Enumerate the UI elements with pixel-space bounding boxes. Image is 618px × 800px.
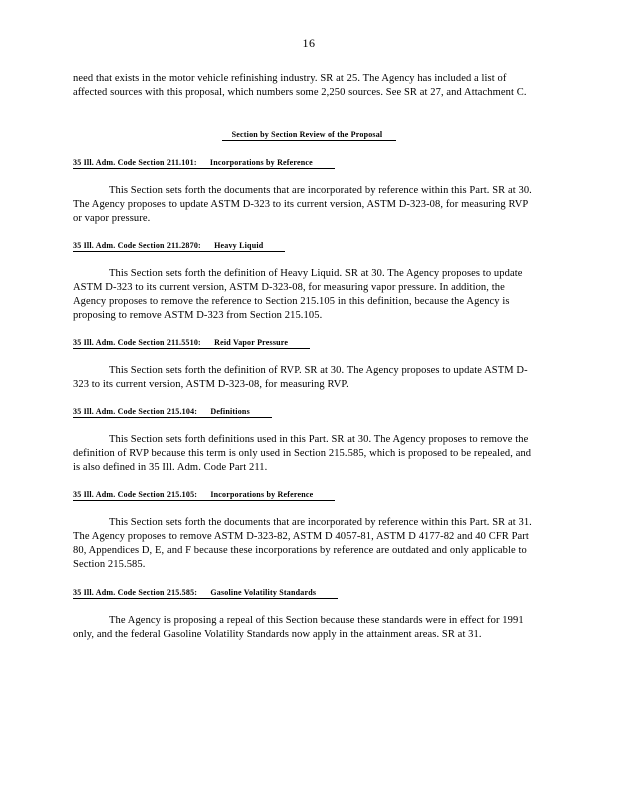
section-body-215-585 [73,614,533,642]
section-paragraph: This Section sets forth the definition of RVP. SR at 30. The Agency proposes to update ASTM D-323 to its current version, ASTM D-323-08, for measuring RVP. [73,365,528,390]
section-paragraph: This Section sets forth the documents that are incorporated by reference within this Part. SR at 31. The Agency proposes to remove ASTM D-323-82, ASTM D 4057-81, ASTM D 4177-82 and 40 CFR Part 80, Appendices D, E, and F because these incorporations by reference are outdated and only applicable to Section 215.585. [73,517,532,570]
section-heading-211-101 [73,158,335,169]
section-title: Gasoline Volatility Standards [210,588,338,599]
intro-paragraph: need that exists in the motor vehicle refinishing industry. SR at 25. The Agency has included a list of affected sources with this proposal, which numbers some 2,250 sources. See SR at 27, and Attachment C. [73,73,527,98]
page-number: 16 [302,36,316,50]
section-heading-215-585 [73,588,338,599]
section-heading-211-5510 [73,338,310,349]
section-body-211-101 [73,184,533,226]
section-body-215-105 [73,516,533,572]
section-citation: 35 Ill. Adm. Code Section 211.5510: [73,338,201,347]
section-body-215-104 [73,433,533,475]
section-title: Definitions [210,407,272,418]
section-heading-215-105 [73,490,335,501]
section-heading-215-104 [73,407,272,418]
section-citation: 35 Ill. Adm. Code Section 215.105: [73,490,198,499]
intro-paragraph-block [73,72,533,100]
section-paragraph: This Section sets forth the definition of Heavy Liquid. SR at 30. The Agency proposes to update ASTM D-323 to its current version, ASTM D-323-08, for measuring vapor pressure. In addition, the Agency proposes to remove the reference to Section 215.105 in this definition, because the Agency is proposing to remove ASTM D-323 from Section 215.105. [73,268,523,321]
section-title: Heavy Liquid [214,241,285,252]
section-title: Incorporations by Reference [210,158,335,169]
section-citation: 35 Ill. Adm. Code Section 211.101: [73,158,197,167]
section-title: Reid Vapor Pressure [214,338,310,349]
section-heading-211-2870 [73,241,285,252]
review-heading-text: Section by Section Review of the Proposal [222,130,397,141]
section-citation: 35 Ill. Adm. Code Section 215.104: [73,407,198,416]
review-heading [0,130,618,141]
section-citation: 35 Ill. Adm. Code Section 215.585: [73,588,198,597]
section-title: Incorporations by Reference [210,490,335,501]
section-body-211-5510 [73,364,533,392]
section-body-211-2870 [73,267,533,323]
section-paragraph: This Section sets forth the documents that are incorporated by reference within this Part. SR at 30. The Agency proposes to update ASTM D-323 to its current version, ASTM D-323-08, for measuring RVP or vapor pressure. [73,185,532,224]
section-citation: 35 Ill. Adm. Code Section 211.2870: [73,241,201,250]
section-paragraph: This Section sets forth definitions used in this Part. SR at 30. The Agency proposes to remove the definition of RVP because this term is only used in Section 215.585, which is proposed to be repealed, and is also defined in 35 Ill. Adm. Code Part 211. [73,434,532,473]
section-paragraph: The Agency is proposing a repeal of this Section because these standards were in effect for 1991 only, and the federal Gasoline Volatility Standards now apply in the attainment areas. SR at 31. [73,615,524,640]
